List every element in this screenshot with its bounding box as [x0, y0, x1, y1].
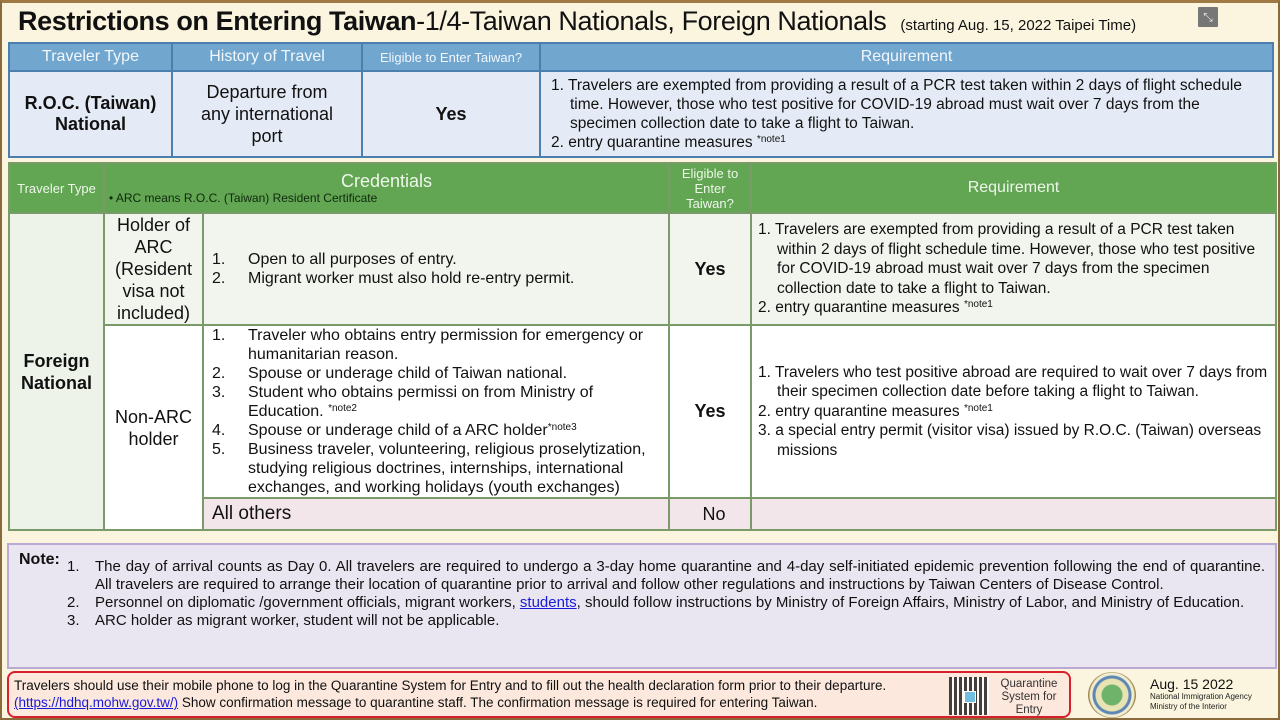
requirement-cell — [751, 213, 1276, 325]
arc-definition-note: • ARC means R.O.C. (Taiwan) Resident Certificate — [109, 191, 378, 205]
note-ref: *note1 — [963, 402, 993, 414]
requirement-item: 2. entry quarantine measures $^{*note1}$ — [551, 134, 786, 151]
notes-panel — [7, 543, 1277, 669]
header-history: History of Travel — [172, 43, 362, 71]
credential-item: 5. Business traveler, volunteering, religious proselytization, studying religious doctrines, internships, international exchanges, and working holidays (youth exchanges) — [212, 441, 646, 496]
requirement-item: 1. Travelers who test positive abroad are required to wait over 7 days from their specimen collection date before taking a flight to Taiwan. — [758, 363, 1268, 401]
requirement-item: 1. Travelers are exempted from providing a result of a PCR test taken within 2 days of flight schedule time. However, those who test positive for COVID-19 abroad must wait over 7 days from the specimen collection date to take a flight to Taiwan. — [758, 221, 1256, 297]
credential-type-cell: Non-ARC holder — [104, 325, 203, 530]
credential-item: 4. Spouse or underage child of a ARC holder$^{*note3}$ — [212, 422, 577, 439]
credential-item: 1. Open to all purposes of entry. — [212, 251, 457, 268]
header-eligible: Eligible to Enter Taiwan? — [362, 43, 540, 71]
note-item: 2. Personnel on diplomatic /government officials, migrant workers, students, should follow instructions by Ministry of Foreign Affairs, Ministry of Labor, and Ministry of Education. — [67, 594, 1245, 611]
header-requirement: Requirement — [751, 163, 1276, 213]
credentials-cell — [203, 325, 669, 498]
footer-info — [1150, 676, 1252, 712]
exit-fullscreen-icon[interactable]: ⤡ — [1198, 7, 1218, 27]
foreign-nationals-table — [8, 162, 1277, 531]
requirement-item: 1. Travelers are exempted from providing a result of a PCR test taken within 2 days of flight schedule time. However, those who test positive for COVID-19 abroad must wait over 7 days from the specimen collection date to take a flight to Taiwan. — [551, 77, 1242, 132]
requirement-cell — [540, 71, 1273, 157]
requirement-item: 3. a special entry permit (visitor visa) issued by R.O.C. (Taiwan) overseas missions — [758, 422, 1262, 459]
credential-type-cell: Holder of ARC (Resident visa not included) — [104, 213, 203, 325]
header-eligible: Eligible to Enter Taiwan? — [669, 163, 751, 213]
title-bold: Restrictions on Entering Taiwan — [18, 6, 417, 36]
requirement-item: 2. entry quarantine measures $^{*note1}$ — [758, 299, 993, 317]
qr-code-icon[interactable] — [949, 677, 989, 715]
eligible-cell: Yes — [669, 213, 751, 325]
header-requirement: Requirement — [540, 43, 1273, 71]
students-link[interactable]: students — [519, 594, 577, 611]
note-item: 3. ARC holder as migrant worker, student will not be applicable. — [67, 612, 500, 629]
footer-ministry: Ministry of the Interior — [1150, 702, 1227, 711]
header-traveler-type: Traveler Type — [9, 43, 172, 71]
header-credentials: Credentials • ARC means R.O.C. (Taiwan) Resident Certificate — [104, 163, 669, 213]
all-others-cell: All others — [203, 498, 669, 530]
credential-item: 2. Migrant worker must also hold re-entry permit. — [212, 270, 575, 287]
footer-org: National Immigration Agency — [1150, 692, 1252, 701]
banner-text: Travelers should use their mobile phone to log in the Quarantine System for Entry and to fill out the health declaration form prior to their departure. (https://hdhq.mohw.gov.tw/) Show confirmation message to quarantine staff. The confirmation message is required for entering Taiwan. — [14, 678, 887, 710]
requirement-item: 2. entry quarantine measures $^{*note1}$ — [758, 402, 993, 420]
table-row-non-arc — [9, 325, 1276, 498]
title-rest: -1/4-Taiwan Nationals, Foreign Nationals — [416, 6, 887, 36]
traveler-type-cell: R.O.C. (Taiwan) National — [9, 71, 172, 157]
credentials-cell — [203, 213, 669, 325]
note-label: Note: — [19, 551, 60, 568]
note-item: 1. The day of arrival counts as Day 0. All travelers are required to undergo a 3-day home quarantine and 4-day self-initiated epidemic prevention following the end of quarantine. All travelers are required to arrange their location of quarantine prior to arrival and follow other regulations and instructions by Taiwan Centers of Disease Control. — [67, 558, 1265, 593]
eligible-cell: Yes — [362, 71, 540, 157]
credential-item: 2. Spouse or underage child of Taiwan national. — [212, 365, 568, 382]
note-ref: *note1 — [756, 134, 786, 145]
credential-item: 3. Student who obtains permissi on from Ministry of Education. $^{*note2}$ — [212, 384, 594, 420]
qr-label: Quarantine System for Entry — [1000, 678, 1058, 716]
taiwan-nationals-table — [8, 42, 1274, 158]
credential-item: 1. Traveler who obtains entry permission for emergency or humanitarian reason. — [212, 327, 644, 363]
note-ref: *note3 — [547, 422, 577, 433]
notes-list — [67, 558, 1265, 630]
note-ref: *note1 — [963, 299, 993, 311]
table-row — [9, 71, 1273, 157]
title-subtitle: (starting Aug. 15, 2022 Taipei Time) — [900, 17, 1137, 34]
note-ref: *note2 — [328, 403, 357, 414]
table-header-row — [9, 43, 1273, 71]
page-title — [18, 6, 1220, 40]
hdhq-link[interactable]: (https://hdhq.mohw.gov.tw/) — [14, 695, 179, 710]
header-traveler-type: Traveler Type — [9, 163, 104, 213]
requirement-cell — [751, 325, 1276, 498]
foreign-national-cell: Foreign National — [9, 213, 104, 530]
footer-date: Aug. 15 2022 — [1150, 676, 1234, 692]
eligible-cell: No — [669, 498, 751, 530]
requirement-cell — [751, 498, 1276, 530]
quarantine-system-banner — [7, 671, 1071, 718]
agency-seal-logo — [1088, 672, 1136, 718]
table-row-arc-holder — [9, 213, 1276, 325]
eligible-cell: Yes — [669, 325, 751, 498]
table-header-row — [9, 163, 1276, 213]
history-cell: Departure from any international port — [172, 71, 362, 157]
